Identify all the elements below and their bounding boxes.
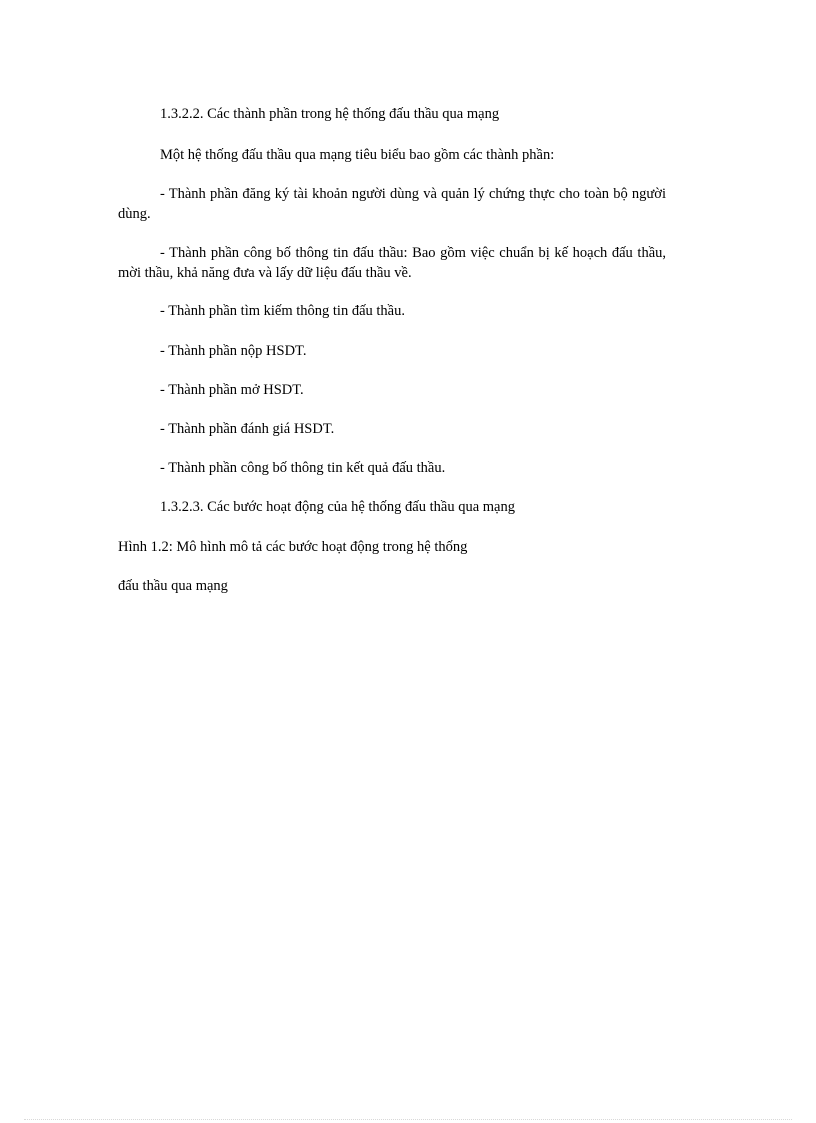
list-item-search-bidding-info: - Thành phần tìm kiếm thông tin đấu thầu.	[160, 303, 405, 319]
intro-paragraph: Một hệ thống đấu thầu qua mạng tiêu biểu bao gồm các thành phần:	[160, 147, 555, 163]
list-item-publish-bidding-info: - Thành phần công bố thông tin đấu thầu: Bao gồm việc chuẩn bị kế hoạch đấu thầu, mời thầu, khả năng đưa và lấy dữ liệu đấu thầu về.	[118, 245, 666, 281]
figure-caption-line-2: đấu thầu qua mạng	[118, 578, 228, 594]
section-heading-1-3-2-2: 1.3.2.2. Các thành phần trong hệ thống đấu thầu qua mạng	[160, 106, 500, 122]
page-bottom-divider	[24, 1119, 792, 1120]
figure-caption-line-1: Hình 1.2: Mô hình mô tả các bước hoạt động trong hệ thống	[118, 539, 468, 555]
list-item-submit-hsdt: - Thành phần nộp HSDT.	[160, 343, 307, 359]
list-item-publish-results: - Thành phần công bố thông tin kết quả đấu thầu.	[160, 460, 446, 476]
list-item-evaluate-hsdt: - Thành phần đánh giá HSDT.	[160, 421, 335, 437]
list-item-open-hsdt: - Thành phần mở HSDT.	[160, 382, 304, 398]
list-item-account-registration: - Thành phần đăng ký tài khoản người dùng và quản lý chứng thực cho toàn bộ người dùng.	[118, 186, 666, 222]
section-heading-1-3-2-3: 1.3.2.3. Các bước hoạt động của hệ thống đấu thầu qua mạng	[160, 499, 515, 515]
